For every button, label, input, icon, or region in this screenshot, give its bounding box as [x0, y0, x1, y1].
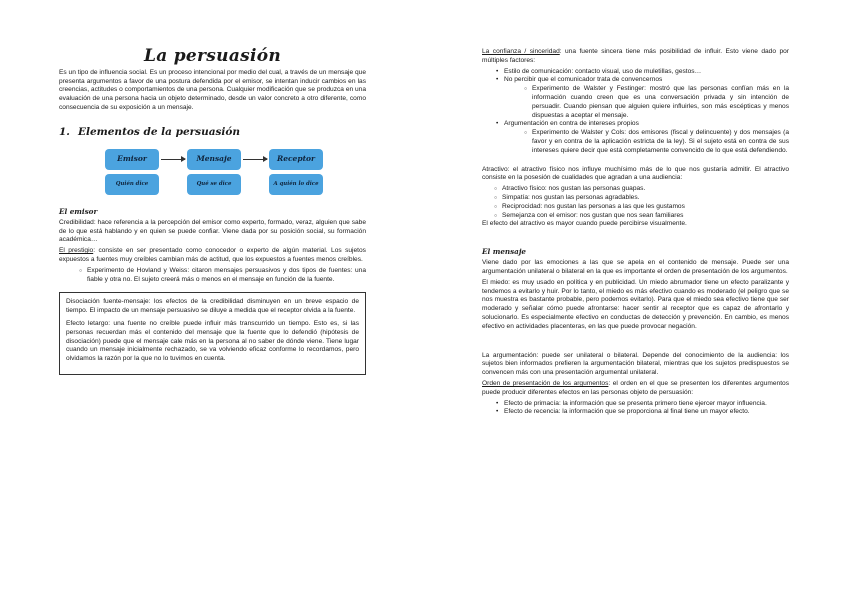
miedo-paragraph: El miedo: es muy usado en política y en publicidad. Un miedo abrumador tiene un efecto paralizante y tendemos a evitarlo y huir. Por lo tanto, el miedo es más efectivo cuando es moderado (el peligro que se nos muestra es bastante probable, pero podemos evitarlo). Para que el miedo sea efectivo tiene que ser moderado y señalar cómo puede afrontarse: hacer sentir al receptor que es capaz de afrontarlo y solucionarlo. Es especialmente efectivo en conductas de detección y prevención. En cambio, es menos efectivo en actividades placenteras, en las que puede provocar negación.	[482, 278, 789, 330]
confianza-label: La confianza / sinceridad	[482, 48, 560, 55]
section-number: 1.	[59, 125, 70, 138]
prestigio-paragraph	[59, 247, 366, 265]
list-item: ○ Experimento de Walster y Festinger: mostró que las personas confían más en la información cuando creen que es una conversación privada y sin intención de persuadir. Cuando piensan que alguien quiere influirles, son más escépticas y menos dispuestas a aceptar el mensaje.	[524, 85, 789, 120]
disociacion-box	[59, 292, 366, 375]
diagram-node-label: Emisor	[105, 149, 159, 170]
right-column	[482, 48, 789, 417]
atractivo-closing: El efecto del atractivo es mayor cuando puede percibirse visualmente.	[482, 220, 687, 228]
diagram-node-label: Mensaje	[187, 149, 241, 170]
subheading-emisor: El emisor	[59, 206, 98, 216]
orden-label: Orden de presentación de los argumentos	[482, 379, 609, 387]
diagram-node-emisor	[105, 149, 159, 195]
list-item: ○ Semejanza con el emisor: nos gustan que nos sean familiares	[494, 212, 789, 221]
section-title: Elementos de la persuasión	[77, 125, 241, 138]
diagram-node-sublabel: Qué se dice	[187, 174, 241, 195]
orden-paragraph	[482, 380, 789, 398]
prestigio-text: : consiste en ser presentado como conocedor o experto de algún material. Los sujetos expuestos a fuentes muy creíbles cambian más de actitud, que los expuestos a fuentes menos creíbles.	[59, 247, 366, 263]
document-title: La persuasión	[143, 46, 282, 66]
left-column	[59, 46, 366, 375]
list-item-text: Argumentación en contra de intereses propios	[504, 120, 639, 128]
persuasion-elements-diagram	[59, 149, 366, 195]
atractivo-paragraph: Atractivo: el atractivo físico nos influye muchísimo más de lo que nos gustaría admitir. El atractivo consiste en la posesión de cualidades que agradan a una audiencia:	[482, 165, 789, 182]
list-item: ○ Experimento de Walster y Cols: dos emisores (fiscal y delincuente) y dos mensajes (a favor y en contra de la aplicación estricta de la ley). Si el sujeto está en contra de sus intereses quiere decir que está completamente convencido de lo que está defendiendo.	[524, 129, 789, 155]
argumentacion-paragraph: La argumentación: puede ser unilateral o bilateral. Depende del conocimiento de la audiencia: los sujetos bien informados prefieren la argumentación bilateral, mientras que los sujetos predispuestos se convencen más con una presentación argumental unilateral.	[482, 351, 789, 377]
atractivo-list	[494, 185, 789, 220]
mensaje-paragraph: Viene dado por las emociones a las que se apela en el contenido de mensaje. Puede ser una argumentación unilateral o bilateral en la que es importante el orden de presentación de los argumentos.	[482, 259, 789, 275]
box-paragraph-letargo: Efecto letargo: una fuente no creíble puede influir más transcurrido un tiempo. Esto es, si las personas recuerdan más el contenido del mensaje que la fuente que lo defendió (hipótesis de disociación) puede que el mensaje cale más en la persona al no saber de dónde viene. Tiene lugar cuando un mensaje inicialmente rechazado, se va volviendo eficaz conforme lo recordamos, pero olvidamos la razón por la que no lo tuvimos en cuenta.	[66, 319, 359, 363]
list-item	[496, 76, 789, 120]
credibilidad-paragraph: Credibilidad: hace referencia a la percepción del emisor como experto, formado, veraz, alguien que sabe de lo que está hablando y en quien se puede confiar. Viene dada por su posición social, su formación académica…	[59, 218, 366, 244]
list-item: ○ Reciprocidad: nos gustan las personas a las que les gustamos	[494, 203, 789, 212]
section-heading-elements	[59, 125, 366, 139]
orden-text: : el orden en el que se presenten los diferentes argumentos puede producir diferentes efectos en las personas objeto de persuasión:	[482, 379, 789, 396]
sublist	[524, 129, 789, 155]
box-paragraph-disociacion: Disociación fuente-mensaje: los efectos de la credibilidad disminuyen en un breve espacio de tiempo. El impacto de un mensaje persuasivo se diluye a medida que el receptor olvida a la fuente.	[66, 298, 359, 315]
confianza-list	[496, 68, 789, 156]
list-item: ○ Atractivo físico: nos gustan las personas guapas.	[494, 185, 789, 194]
prestigio-label: El prestigio	[59, 247, 94, 255]
list-item: • Efecto de recencia: la información que se proporciona al final tiene un mayor efecto.	[496, 408, 789, 417]
intro-paragraph: Es un tipo de influencia social. Es un proceso intencional por medio del cual, a través de un mensaje que presenta argumentos a favor de una postura defendida por el emisor, se intentan inducir cambios en las creencias, actitudes o comportamientos de una persona. Cualquier modificación que se produzca en una evaluación de una persona hacia un objeto determinado, desde un valor concreto a otro diferente, como consecuencia de su exposición a un mensaje.	[59, 68, 366, 111]
confianza-paragraph	[482, 48, 789, 66]
prestigio-sublist	[79, 267, 366, 285]
list-item: • Estilo de comunicación: contacto visual, uso de muletillas, gestos…	[496, 68, 789, 77]
subheading-mensaje: El mensaje	[482, 247, 526, 257]
list-item	[496, 120, 789, 155]
sublist	[524, 85, 789, 120]
arrow-icon	[161, 159, 185, 160]
diagram-node-sublabel: A quién lo dice	[269, 174, 323, 195]
orden-list	[496, 400, 789, 418]
diagram-node-label: Receptor	[269, 149, 323, 170]
diagram-node-mensaje	[187, 149, 241, 195]
list-item-text: No percibir que el comunicador trata de convencernos	[504, 76, 663, 84]
diagram-node-receptor	[269, 149, 323, 195]
confianza-text: : una fuente sincera tiene más posibilidad de influir. Esto viene dado por múltiples factores:	[482, 48, 789, 64]
list-item: • Efecto de primacía: la información que se presenta primero tiene ejercer mayor influencia.	[496, 400, 789, 409]
arrow-icon	[243, 159, 267, 160]
diagram-node-sublabel: Quién dice	[105, 174, 159, 195]
list-item: ○ Experimento de Hovland y Weiss: citaron mensajes persuasivos y dos tipos de fuentes: una fiable y otra no. El sujeto creerá más o menos en el mensaje en función de la fuente.	[79, 267, 366, 285]
list-item: ○ Simpatía: nos gustan las personas agradables.	[494, 194, 789, 203]
